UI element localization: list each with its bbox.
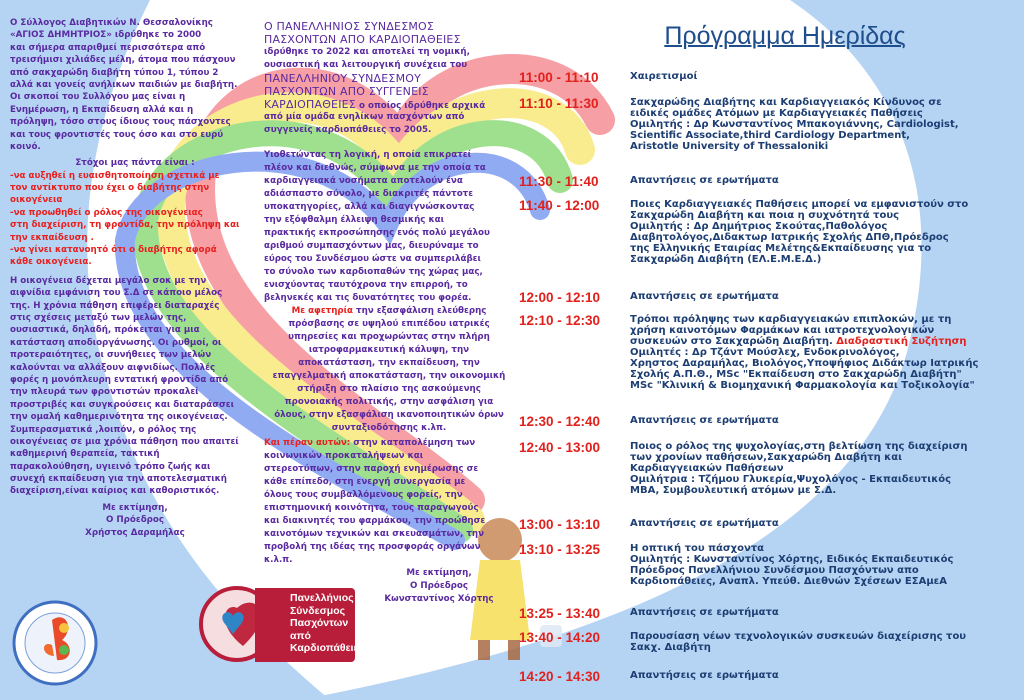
intro-line <box>264 85 514 98</box>
session-description <box>630 175 779 186</box>
description-line: Ομιλητής : Δρ Δημήτριος Σκούτας,Παθολόγος <box>630 221 888 232</box>
intro-line <box>264 33 514 46</box>
time-slot: 13:40 - 14:20 <box>519 630 601 645</box>
goal-line: -να αυξηθεί η ευαισθητοποίηση σχετικά με <box>10 170 220 181</box>
paragraph-line: φορές η μονόπλευρη εντατική φροντίδα από <box>10 374 229 385</box>
description-line: Σχολής Α.Π.Θ., MSc "Εκπαίδευση στο Σακχαρώδη Διαβήτη" <box>630 369 962 380</box>
paragraph-line: επιστημονική κοινότητα, τους παραγωγούς <box>264 503 479 513</box>
signature-line: Ο Πρόεδρος <box>105 515 164 526</box>
time-slot: 11:30 - 11:40 <box>519 174 599 189</box>
paragraph-line: παρακολούθηση, υγιεινό τρόπο ζωής και <box>10 461 211 472</box>
signature-block <box>364 567 514 606</box>
description-line: Καρδιοπάθειες, Αναπλ. Υπεύθ. Διεθνών Σχέσεων ΕΣΑμεΑ <box>630 576 947 587</box>
aims-line <box>264 305 514 318</box>
time-slot: 13:25 - 13:40 <box>519 606 601 621</box>
description-line: Ομιλητής : Κωνσταντίνος Χόρτης, Ειδικός Εκπαιδευτικός <box>630 554 954 565</box>
description-line: χρήση καινοτόμων Φαρμάκων και ιατροτεχνολογικών <box>630 325 935 336</box>
description-line: Απαντήσεις σε ερωτήματα <box>630 415 779 426</box>
paragraph-line: πρακτικής εκπροσώπησης ενός πολύ μεγάλου <box>264 228 490 238</box>
description-line: MSc "Κλινική & Βιομηχανική Φαρμακολογία και Τοξικολογία" <box>630 380 975 391</box>
paragraph-line: της. Η χρόνια πάθηση επιφέρει διαταραχές <box>10 300 220 311</box>
paragraph-line: Η οικογένεια δέχεται μεγάλο σοκ με την <box>10 275 207 286</box>
signature-line: Με εκτίμηση, <box>406 568 472 578</box>
intro-line: αλλά και γονείς ανήλικων παιδιών με διαβήτη. <box>10 79 238 90</box>
description-line: Καρδιαγγειακών Παθήσεων <box>630 463 784 474</box>
description-line <box>630 336 978 347</box>
aims-line: υπηρεσίες και προχωρώντας στην πλήρη <box>288 332 490 342</box>
description-line: Χρηστος Δαραμήλας, Βιολόγος,Υποψήφιος Διδάκτωρ Ιατρικής <box>630 358 979 369</box>
paragraph-line: εύρος του Συνδέσμου ώστε να συμπεριλάβει <box>264 254 481 264</box>
aims-line: όλους, στην εξασφάλιση ικανοποιητικών όρων <box>274 410 504 420</box>
intro-line: τρεισήμισι χιλιάδες μέλη, άτομα που πάσχουν <box>10 55 236 66</box>
paragraph-line: προστριβές και συγκρούσεις και διαταράσσει <box>10 399 235 410</box>
description-line: Διαβητολόγος,Διδακτωρ Ιατρικής Σχολής ΔΠΘ,Πρόεδρος <box>630 232 949 243</box>
description-line: Απαντήσεις σε ερωτήματα <box>630 518 779 529</box>
time-slot: 12:40 - 13:00 <box>519 440 601 455</box>
session-description <box>630 199 968 265</box>
paragraph-line: Συμπερασματικά ,λοιπόν, ο ρόλος της <box>10 424 197 435</box>
logo-text-line: Πανελλήνιος <box>290 592 354 604</box>
session-description <box>630 314 978 391</box>
intro-line: συγγενείς καρδιοπάθειες το 2005. <box>264 125 432 135</box>
time-slot: 13:00 - 13:10 <box>519 517 601 532</box>
description-line: Ομιλητής : Δρ Κωνσταντίνος Μπακογιάννης, Cardiologist, <box>630 119 959 130</box>
paragraph-line: κατάσταση αποδιοργάνωσης. Οι ρυθμοί, οι <box>10 337 222 348</box>
caps-text: Ο ΠΑΝΕΛΛΗΝΙΟΣ ΣΥΝΔΕΣΜΟΣ <box>264 20 435 33</box>
intro-line: κοινό. <box>10 141 41 152</box>
logo-text-line: Καρδιοπάθειες <box>290 642 364 655</box>
paragraph-line: υποκατηγορίες, αλλά και διαγιγνώσκοντας <box>264 202 475 212</box>
intro-line: Οι σκοποί του Συλλόγου μας είναι η <box>10 92 186 103</box>
caps-text: ΚΑΡΔΙΟΠΑΘΕΙΕΣ <box>264 98 356 111</box>
paragraph-line: βεληνεκές και τις δυνατότητες του φορέα. <box>264 293 472 303</box>
time-slot: 11:40 - 12:00 <box>519 198 600 213</box>
session-description <box>630 441 967 496</box>
intro-line: ουσιαστική και λειτουργική συνέχεια του <box>264 60 468 70</box>
description-line: των χρονίων παθήσεων,Σακχαρώδη Διαβήτη και <box>630 452 903 463</box>
session-description <box>630 631 966 653</box>
butterfly-seal-icon <box>12 600 98 686</box>
intro-line: πρόληψη, τόσο στους ίδιους τους πάσχοντες <box>10 117 231 128</box>
logo-text-line: Πασχόντων <box>290 617 349 630</box>
description-line: Απαντήσεις σε ερωτήματα <box>630 670 779 681</box>
paragraph-line: όλους τους συμβαλλόμενους φορείς, την <box>264 490 463 500</box>
intro-line: ιδρύθηκε το 2022 και αποτελεί τη νομική, <box>264 47 470 57</box>
cardiac-logo-text <box>290 592 364 655</box>
text: την εξασφάλιση ελεύθερης <box>353 306 487 316</box>
goal-line: κάθε οικογένεια. <box>10 257 92 268</box>
paragraph-line: καινοτόμων τεχνικών και σκευασμάτων, την <box>264 529 485 539</box>
paragraph-line: προτεραιότητες, οι συνήθειες των μελών <box>10 350 212 361</box>
time-slot: 14:20 - 14:30 <box>519 669 601 684</box>
paragraph-line: συνεχή εκπαίδευση για την αποτελεσματική <box>10 474 227 485</box>
paragraph-line: προβολή της ιδέας της προσφοράς οργάνων <box>264 542 481 552</box>
paragraph-line: οικογένειας σε μια χρόνια πάθηση που απαιτεί <box>10 436 239 447</box>
description-line: Σακχ. Διαβήτη <box>630 642 711 653</box>
description-line: Ομιλητές : Δρ Τζάντ Μούσλεχ, Ενδοκρινολόγος, <box>630 347 900 358</box>
paragraph-line: κάθε επίπεδο, στη ενεργή συνεργασία με <box>264 477 466 487</box>
program-title: Πρόγραμμα Ημερίδας <box>664 22 906 50</box>
goal-line: τον αντίκτυπο που έχει ο διαβήτης στην <box>10 183 210 194</box>
time-slot: 11:00 - 11:10 <box>519 70 599 85</box>
description-line: Ομιλήτρια : Τζήμου Γλυκερία,Ψυχολόγος - Εκπαιδευτικός <box>630 474 952 485</box>
time-slot: 13:10 - 13:25 <box>519 542 601 557</box>
paragraph-line: και διακινητές του φαρμάκου, την προώθησε <box>264 516 486 526</box>
description-line: Σακχαρώδης Διαβήτης και Καρδιαγγειακός Κίνδυνος σε <box>630 97 942 108</box>
intro-line: και σήμερα απαριθμεί περισσότερα από <box>10 42 206 53</box>
description-line: Απαντήσεις σε ερωτήματα <box>630 175 779 186</box>
aims-line: συνταξιοδότησης κ.λπ. <box>331 423 447 433</box>
text: συσκευών στο Σακχαρώδη Διαβήτη. <box>630 336 837 347</box>
logo-text-line: από <box>290 629 311 642</box>
time-slot: 12:30 - 12:40 <box>519 414 601 429</box>
description-line: Απαντήσεις σε ερωτήματα <box>630 607 779 618</box>
intro-line: και τους φροντιστές τους όσο και στο ευρύ <box>10 129 224 140</box>
goal-line: -να γίνει κατανοητό ότι ο διαβήτης αφορά <box>10 245 217 256</box>
intro-line: Ενημέρωση, η Εκπαίδευση αλλά και η <box>10 104 194 115</box>
signature-line: Κωνσταντίνος Χόρτης <box>384 594 494 604</box>
spacer <box>264 137 514 149</box>
description-line: Τρόποι πρόληψης των καρδιαγγειακών επιπλοκών, με τη <box>630 314 952 325</box>
description-line: MBA, Συμβουλευτική ατόμων με Σ.Δ. <box>630 485 837 496</box>
session-description <box>630 415 779 426</box>
goal-line: στη διαχείριση, τη φροντίδα, την πρόληψη και <box>10 220 240 231</box>
goal-line: την εκπαίδευση . <box>10 232 94 243</box>
paragraph-line: διαχείριση,είναι καίριος και καθοριστικός. <box>10 486 220 497</box>
paragraph-line: καθημερινή θεραπεία, τακτική <box>10 449 160 460</box>
description-line: ειδικές ομάδες Ατόμων με Καρδιαγγειακές Παθήσεις <box>630 108 923 119</box>
description-line: Aristotle University of Thessaloniki <box>630 141 829 152</box>
paragraph-line: αδιάσπαστο σύνολο, με διακριτές πάντοτε <box>264 189 474 199</box>
paragraph-line: καλούνται να αλλάξουν αιφνιδίως. Πολλές <box>10 362 216 373</box>
time-slot: 11:10 - 11:30 <box>519 96 599 111</box>
paragraph-line: την πλευρά των φροντιστών προκαλεί <box>10 387 199 398</box>
time-slot: 12:10 - 12:30 <box>519 313 601 328</box>
description-line: της Ελληνικής Εταιρίας Μελέτης&Εκπαίδευσης για το <box>630 243 932 254</box>
intro-line: από σακχαρώδη διαβήτη τύπου 1, τύπου 2 <box>10 67 219 78</box>
paragraph-line: ενισχύοντας ταυτόχρονα την επιρροή, το <box>264 280 468 290</box>
intro-line <box>264 20 514 33</box>
signature-line: Με εκτίμηση, <box>102 502 168 513</box>
paragraph-line: στις σχέσεις μεταξύ των μελών της, <box>10 312 187 323</box>
paragraph-line: κοινωνικών προκαταλήψεων και <box>264 451 424 461</box>
goal-line: οικογένεια <box>10 195 63 206</box>
aims-line: πρόσβασης σε υψηλού επιπέδου ιατρικές <box>288 319 490 329</box>
goals-heading: Στόχοι μας πάντα είναι : <box>75 158 195 169</box>
text: ο οποίος ιδρύθηκε αρχικά <box>355 101 486 111</box>
intro-line <box>264 98 514 111</box>
text: στην καταπολέμηση των <box>350 438 476 448</box>
description-line: Η οπτική του πάσχοντα <box>630 543 765 554</box>
logo-text-line: Σύνδεσμος <box>290 604 346 617</box>
paragraph-line: κ.λ.π. <box>264 555 293 565</box>
association-logo <box>12 600 98 686</box>
intro-line: «ΑΓΙΟΣ ΔΗΜΗΤΡΙΟΣ» ιδρύθηκε το 2000 <box>10 30 202 41</box>
paragraph-line: ουσιαστικά, δηλαδή, πρόκειται για μια <box>10 325 200 336</box>
paragraph-line: αριθμού συμπασχόντων μας, διευρύναμε το <box>264 241 479 251</box>
signature-line: Χρήστος Δαραμήλας <box>85 527 185 538</box>
paragraph-line: στερεοτύπων, στην παροχή ενημέρωσης σε <box>264 464 479 474</box>
caps-text: ΠΑΝΕΛΛΗΝΙΟΥ ΣΥΝΔΕΣΜΟΥ <box>264 72 422 85</box>
aims-line: ιατροφαρμακευτική κάλυψη, την <box>308 345 470 355</box>
highlight-text: Και πέραν αυτών: <box>264 438 351 448</box>
aims-line: προνοιακής πολιτικής, στην ασφάλιση για <box>284 397 494 407</box>
description-line: Πρόεδρος Πανελλήνιου Συνδέσμου Πασχόντων απο <box>630 565 919 576</box>
session-description <box>630 97 959 152</box>
description-line: Scientific Associate,third Cardiology Department, <box>630 130 910 141</box>
session-description <box>630 607 779 618</box>
goal-line: -να προωθηθεί ο ρόλος της οικογένειας <box>10 207 203 218</box>
association-column <box>10 17 260 539</box>
interactive-discussion-label: Διαδραστική Συζήτηση <box>836 336 967 347</box>
session-description <box>630 71 697 82</box>
cardiac-association-column <box>264 20 514 606</box>
paragraph-line: καρδιαγγειακά νοσήματα αποτελούν ένα <box>264 176 463 186</box>
session-description <box>630 670 779 681</box>
caps-text: ΠΑΣΧΟΝΤΩΝ ΑΠΟ ΚΑΡΔΙΟΠΑΘΕΙΕΣ <box>264 33 461 46</box>
time-slot: 12:00 - 12:10 <box>519 290 601 305</box>
paragraph-line: αιφνίδια εμφάνιση του Σ.Δ σε κάποιο μέλος <box>10 288 223 299</box>
description-line: Σακχαρώδη Διαβήτη (ΕΛ.Ε.Μ.Ε.Δ.) <box>630 254 822 265</box>
signature-line: Ο Πρόεδρος <box>409 581 468 591</box>
intro-line: Ο Σύλλογος Διαβητικών Ν. Θεσσαλονίκης <box>10 18 213 28</box>
session-description <box>630 291 779 302</box>
paragraph-line: Υιοθετώντας τη λογική, η οποία επικρατεί <box>264 150 471 160</box>
aims-line: επαγγελματική αποκατάσταση, την οικονομική <box>272 371 506 381</box>
paragraph-line: την ομαλή καθημερινότητα της οικογένειας. <box>10 412 228 423</box>
aims-line: στήριξη στο πλαίσιο της ασκούμενης <box>297 384 481 394</box>
description-line: Ποιος ο ρόλος της ψυχολογίας,στη βελτίωση της διαχείριση <box>630 441 968 452</box>
description-line: Σακχαρώδη Διαβήτη και ποια η συχνότητά τους <box>630 210 900 221</box>
aims-line: αποκατάσταση, την εκπαίδευση, την <box>298 358 480 368</box>
paragraph-line <box>264 437 514 450</box>
session-description <box>630 543 953 587</box>
intro-line <box>264 72 514 85</box>
paragraph-line: το σύνολο των καρδιοπαθών της χώρας μας, <box>264 267 483 277</box>
cardiac-association-logo <box>195 584 364 662</box>
intro-line: από μία ομάδα ενηλίκων πασχόντων από <box>264 112 465 122</box>
description-line: Ποιες Καρδιαγγειακές Παθήσεις μπορεί να εμφανιστούν στο <box>630 199 969 210</box>
session-description <box>630 518 779 529</box>
paragraph-line: την εξόφθαλμη έλλειψη θεσμικής και <box>264 215 445 225</box>
paragraph-line: πλέον και διεθνώς, σύμφωνα με την οποία τα <box>264 163 486 173</box>
highlight-text: Με αφετηρία <box>291 306 353 316</box>
description-line: Χαιρετισμοί <box>630 71 698 82</box>
caps-text: ΠΑΣΧΟΝΤΩΝ ΑΠΟ ΣΥΓΓΕΝΕΙΣ <box>264 85 429 98</box>
description-line: Απαντήσεις σε ερωτήματα <box>630 291 779 302</box>
description-line: Παρουσίαση νέων τεχνολογικών συσκευών διαχείρισης του <box>630 631 967 642</box>
